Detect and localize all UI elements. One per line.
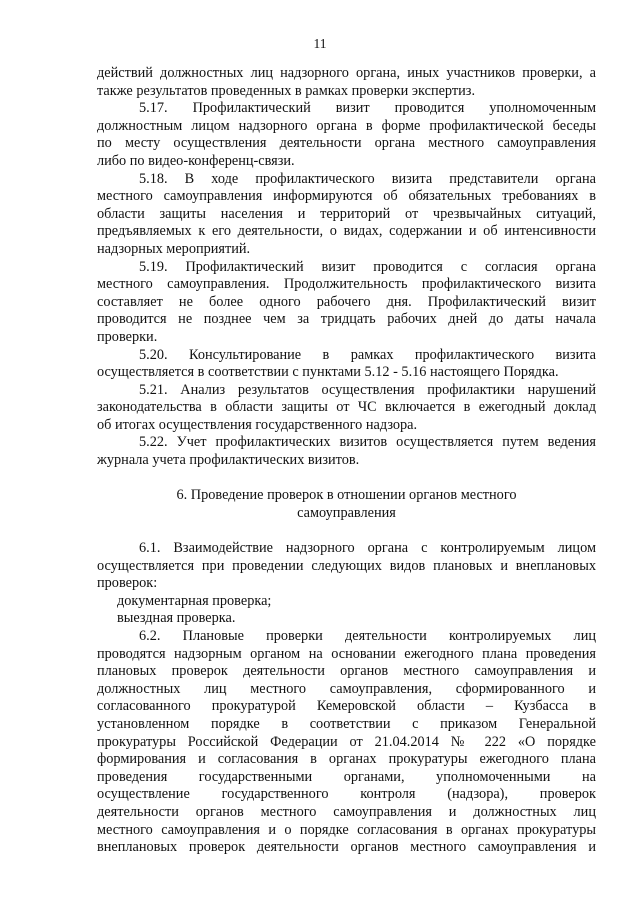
text-line: по месту осуществления деятельности органа местного самоуправления — [97, 135, 596, 152]
text-line: действий должностных лиц надзорного органа, иных участников проверки, а — [97, 65, 596, 81]
text-line: установленном порядке в соответствии с приказом Генеральной — [97, 715, 596, 732]
text-line: либо по видео-конференц-связи. — [97, 152, 295, 169]
text-line: 5.20. Консультирование в рамках профилактического визита — [139, 346, 596, 363]
text-line: 5.18. В ходе профилактического визита представители органа — [139, 170, 596, 187]
text-line: должностным лицом надзорного органа в форме профилактической беседы — [97, 117, 596, 134]
text-line: местного самоуправления. Продолжительность профилактического визита — [97, 276, 596, 293]
text-line: проверок: — [97, 575, 158, 592]
text-line: 6.2. Плановые проверки деятельности контролируемых лиц — [139, 628, 596, 644]
text-line: должностных лиц местного самоуправления, сформированного и — [97, 680, 596, 697]
text-line: 5.21. Анализ результатов осуществления профилактики нарушений — [139, 381, 596, 398]
text-line: местного самоуправления информируются об обязательных требованиях в — [97, 188, 596, 205]
text-line: прокуратуры Российской Федерации от 21.04.2014 № 222 «О порядке — [97, 733, 596, 750]
text-line: проводится не позднее чем за тридцать рабочих дней до даты начала — [97, 311, 596, 328]
text-line: согласованного прокуратурой Кемеровской области – Кузбасса в — [97, 698, 596, 715]
text-line: осуществление государственного контроля (надзора), проверок — [97, 786, 596, 803]
text-line: выездная проверка. — [117, 610, 236, 627]
text-line: деятельности органов местного самоуправления и должностных лиц — [97, 803, 596, 820]
text-line: 5.22. Учет профилактических визитов осуществляется путем ведения — [139, 434, 596, 451]
text-line: осуществляется при проведении следующих видов плановых и внеплановых — [97, 557, 596, 574]
text-line: 6.1. Взаимодействие надзорного органа с контролируемым лицом — [139, 540, 596, 557]
text-line: предъявляемых к его деятельности, о видах, содержании и об интенсивности — [97, 223, 596, 240]
text-line: проверки. — [97, 328, 158, 345]
page-number: 11 — [313, 36, 327, 51]
text-line: надзорных мероприятий. — [97, 240, 251, 257]
blank-line — [97, 470, 596, 488]
text-line: формирования и согласования в органах прокуратуры ежегодного плана — [97, 751, 596, 768]
text-line: также результатов проведенных в рамках проверки экспертиз. — [97, 82, 476, 99]
blank-line — [97, 522, 596, 540]
text-line: 5.19. Профилактический визит проводится с согласия органа — [139, 258, 596, 275]
text-line: журнала учета профилактических визитов. — [97, 452, 360, 469]
text-line: документарная проверка; — [117, 592, 272, 609]
text-line: об итогах осуществления государственного надзора. — [97, 416, 418, 433]
body-text — [97, 65, 596, 857]
text-line: 5.17. Профилактический визит проводится уполномоченным — [139, 100, 596, 117]
text-line: законодательства в области защиты от ЧС включается в ежегодный доклад — [97, 399, 596, 416]
text-line: осуществляется в соответствии с пунктами 5.12 - 5.16 настоящего Порядка. — [97, 364, 559, 381]
text-line: области защиты населения и территорий от чрезвычайных ситуаций, — [97, 205, 596, 222]
text-line: плановых проверок деятельности органов местного самоуправления и — [97, 663, 596, 680]
text-line: проведения государственными органами, уполномоченными на — [97, 768, 596, 785]
text-line: проводятся надзорным органом на основании ежегодного плана проведения — [97, 645, 596, 662]
section-heading-line: 6. Проведение проверок в отношении органов местного — [176, 487, 517, 504]
text-line: составляет не более одного рабочего дня. Профилактический визит — [97, 293, 596, 310]
text-line: местного самоуправления и о порядке согласования в органах прокуратуры — [97, 821, 596, 838]
text-line: внеплановых проверок деятельности органов местного самоуправления и — [97, 839, 596, 856]
section-heading-line: самоуправления — [297, 504, 396, 521]
